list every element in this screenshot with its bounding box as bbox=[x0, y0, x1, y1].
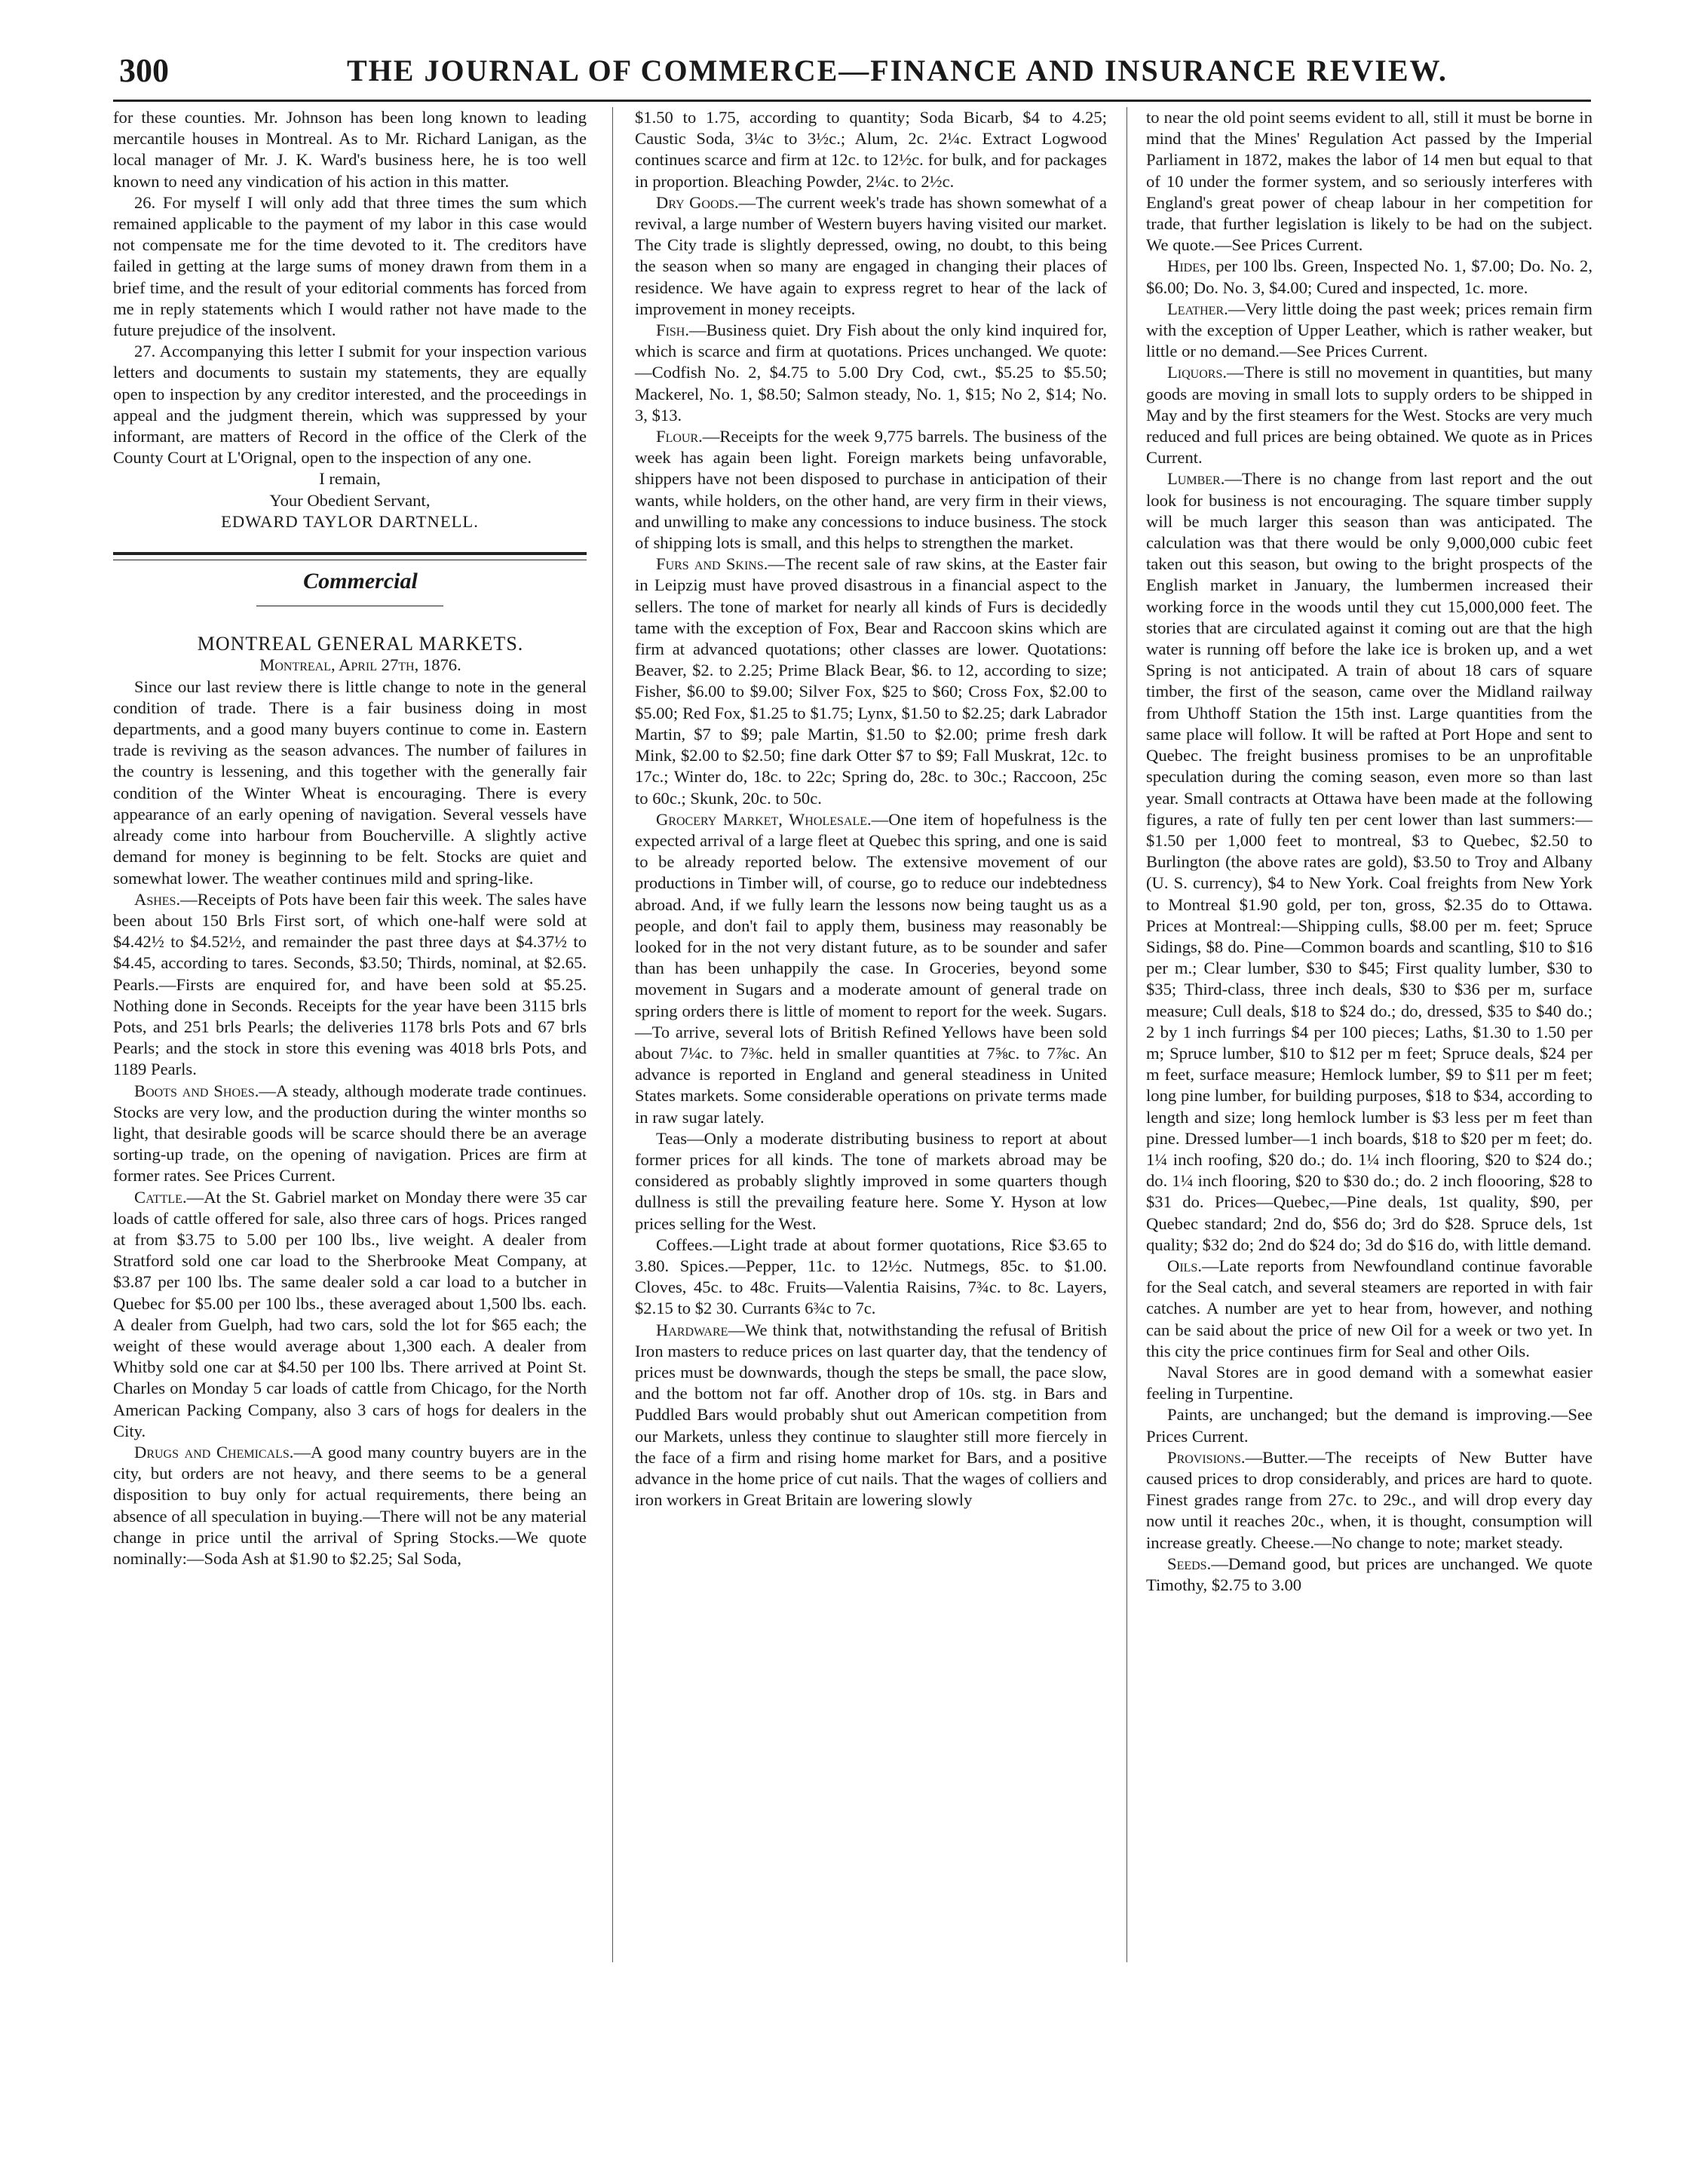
market-provisions bbox=[1146, 1447, 1592, 1554]
column-3 bbox=[1146, 107, 1592, 1596]
market-heading: Flour. bbox=[656, 427, 703, 446]
market-paints: Paints, are unchanged; but the demand is improving.—See Prices Current. bbox=[1146, 1405, 1592, 1446]
market-boots bbox=[113, 1081, 587, 1187]
market-text: —Receipts for the week 9,775 barrels. The business of the week has again been light. Foreign markets being unfavorable, shippers have not been disposed to purchase in anticipation of their wants, while holders, on the other hand, are very firm in their views, and unwilling to make any concessions to induce business. The stock of shipping lots is small, and this helps to strengthen the market. bbox=[635, 427, 1107, 553]
market-naval-stores: Naval Stores are in good demand with a somewhat easier feeling in Turpentine. bbox=[1146, 1362, 1592, 1403]
market-drugs bbox=[113, 1442, 587, 1569]
market-heading: Fish. bbox=[656, 321, 689, 340]
market-heading: Drugs and Chemicals. bbox=[134, 1442, 294, 1462]
market-text: —A steady, although moderate trade continues. Stocks are very low, and the production during the winter months so light, that desirable goods will be scarce should there be an average sorting-up trade, on the opening of navigation. Prices are firm at former rates. See Prices Current. bbox=[113, 1081, 587, 1186]
market-text: —There is no change from last report and the out look for business is not encouraging. The square timber supply will be much larger this season than was anticipated. The calculation was that there would be only 9,000,000 cubic feet taken out this season, but owing to the bright prospects of the English market in January, the lumbermen increased their working force in the woods until they cut 15,000,000 feet. The stories that are circulated against it coming out are that the high water is running off before the lake ice is broken up, and a wet Spring is not anticipated. A train of about 18 cars of square timber, the first of the season, came over the Midland railway from Uhthoff Station the 15th inst. Large quantities from the same place will follow. It will be rafted at Port Hope and sent to Quebec. The freight business promises to be an unprofitable speculation during the coming season, even more so than last year. Small contracts at Ottawa have been made at the following figures, a rate of fully ten per cent lower than last summers:—$1.50 per 1,000 feet to montreal, $3 to Quebec, $2.50 to Burlington (the above rates are gold), $3.50 to Troy and Albany (U. S. currency), $4 to New York. Coal freights from New York to Montreal $1.90 gold, per ton, gross, $2.35 do to Ottawa. Prices at Montreal:—Shipping culls, $8.00 per m. feet; Spruce Sidings, $8 do. Pine—Common boards and scantling, $10 to $16 per m.; Clear lumber, $30 to $45; First quality lumber, $30 to $35; Third-class, three inch deals, $30 to $36 per m, surface measure; Cull deals, $18 to $24 do.; do, dressed, $35 to $40 do.; 2 by 1 inch furrings $4 per 100 pieces; Laths, $1.30 to 1.50 per m; Spruce lumber, $10 to $12 per m feet; Spruce deals, $24 per m feet, surface measure; Hemlock lumber, $9 to $11 per m feet; long pine lumber, for building purposes, $18 to $34, according to length and size; long hemlock lumber is $3 less per m feet than pine. Dressed lumber—1 inch boards, $18 to $20 per m feet; do. 1¼ inch roofing, $20 do.; do. 1¼ inch flooring, $20 to $24 do.; do. 1¼ inch flooring, $20 to $30 do.; do. 2 inch floooring, $28 to $31 do. Prices—Quebec,—Pine deals, 1st quality, $90, per Quebec standard; 2nd do, $56 do; 3rd do $28. Spruce dels, 1st quality; $32 do; 2nd do $24 do; 3d do $16 do, with little demand. bbox=[1146, 469, 1592, 1254]
markets-intro: Since our last review there is little change to note in the general condition of trade. There is a fair business doing in most departments, and a good many buyers continue to come in. Eastern trade is reviving as the season advances. The number of failures in the country is lessening, and this together with the generally fair condition of the Winter Wheat is encouraging. There is every appearance of an early opening of navigation. Several vessels have already come into harbour from Boucherville. A slightly active demand for money is beginning to be felt. Stocks are quiet and somewhat lower. The weather continues mild and spring-like. bbox=[113, 676, 587, 888]
market-text: —There is still no movement in quantities, but many goods are moving in small lots to supply orders to be shipped in May and by the first steamers for the West. Stocks are very much reduced and full prices are being obtained. We quote as in Prices Current. bbox=[1146, 363, 1592, 468]
journal-title: THE JOURNAL OF COMMERCE—FINANCE AND INSURANCE REVIEW. bbox=[347, 54, 1448, 87]
market-heading: Seeds. bbox=[1167, 1554, 1212, 1573]
letter-paragraph-26: 26. For myself I will only add that three times the sum which remained applicable to the payment of my labor in this case would not compensate me for the time devoted to it. The creditors have failed in getting at the large sums of money drawn from them in a brief time, and the result of your editorial comments has forced from me in reply statements which I would rather not have made to the future prejudice of the insolvent. bbox=[113, 192, 587, 340]
hardware-continuation: to near the old point seems evident to all, still it must be borne in mind that the Mines' Regulation Act passed by the Imperial Parliament in 1872, makes the labor of 14 men but equal to that of 10 under the former system, and so seriously interferes with England's great power of cheap labour in her competition for trade, that further legislation is likely to be had on the subject. We quote.—See Prices Current. bbox=[1146, 108, 1592, 255]
market-heading: Hardware bbox=[656, 1320, 728, 1339]
market-heading: Dry Goods. bbox=[656, 192, 739, 212]
market-heading: Ashes. bbox=[134, 889, 181, 909]
section-rule bbox=[113, 552, 587, 560]
market-grocery bbox=[635, 809, 1107, 1128]
market-text: —One item of hopefulness is the expected arrival of a large fleet at Quebec this spring, and one is said to be already reported below. The extensive movement of our productions in Timber will, of course, go to reduce our indebtedness abroad. And, if we fully learn the lessons now being taught us as a people, and don't fail to apply them, business may reasonably be looked for in the not very distant future, as to be sounder and safer than has been unhappily the case. In Groceries, beyond some movement in Sugars and a moderate amount of general trade on spring orders there is little of moment to report for the week. Sugars.—To arrive, several lots of British Refined Yellows have been sold about 7¼c. to 7⅜c. held in smaller quantities at 7⅝c. to 7⅞c. An advance is reported in England and general steadiness in United States markets. Some considerable operations on private terms made in raw sugar lately. bbox=[635, 809, 1107, 1127]
market-heading: Leather. bbox=[1167, 299, 1228, 318]
letter-closing: I remain, bbox=[319, 469, 381, 489]
section-heading: Commercial bbox=[303, 569, 418, 594]
letter-paragraph-27: 27. Accompanying this letter I submit for your inspection various letters and documents to sustain my statements, they are equally open to inspection by any creditor interested, and the proceedings in appeal and the judgment therein, which was suppressed by your informant, are matters of Record in the office of the Clerk of the County Court at L'Orignal, open to the inspection of any one. bbox=[113, 342, 587, 468]
market-heading: Cattle. bbox=[134, 1187, 187, 1207]
page-number: 300 bbox=[119, 52, 169, 89]
market-text: —Receipts of Pots have been fair this week. The sales have been about 150 Brls First sort, of which one-half were sold at $4.42½ to $4.52½, and remainder the past three days at $4.37½ to $4.45, according to tares. Seconds, $3.50; Thirds, nominal, at $2.65. Pearls.—Firsts are enquired for, and have been sold at $5.25. Nothing done in Seconds. Receipts for the year have been 3115 brls Pots, and 251 brls Pearls; the deliveries 1178 brls Pots and 67 brls Pearls; and the stock in store this evening was 4018 brls Pots, and 1189 Pearls. bbox=[113, 889, 587, 1079]
market-dry-goods bbox=[635, 192, 1107, 320]
market-furs bbox=[635, 554, 1107, 808]
market-liquors bbox=[1146, 362, 1592, 468]
column-divider-1 bbox=[612, 107, 613, 1962]
market-cattle bbox=[113, 1187, 587, 1442]
market-fish bbox=[635, 320, 1107, 426]
market-heading: Grocery Market, Wholesale. bbox=[656, 809, 872, 829]
market-text: —At the St. Gabriel market on Monday there were 35 car loads of cattle offered for sale, also three cars of hogs. Prices ranged at from $3.75 to 5.00 per 100 lbs., live weight. A dealer from Stratford sold one car load to the Sherbrooke Meat Company, at $3.87 per 100 lbs. The same dealer sold a car load to a butcher in Quebec for $5.00 per 100 lbs., these averaged about 1,500 lbs. each. A dealer from Guelph, had two cars, sold the lot for $65 each; the weight of these would average about 1,300 each. A dealer from Whitby sold one car at $4.50 per 100 lbs. There arrived at Point St. Charles on Monday 5 car loads of cattle from Chicago, for the North American Packing Company, also 3 cars of hogs for dealers in the City. bbox=[113, 1187, 587, 1440]
market-heading: Hides, bbox=[1167, 256, 1211, 276]
market-text: —Butter.—The receipts of New Butter have caused prices to drop considerably, and prices are hard to quote. Finest grades range from 27c. to 29c., and will drop every day now until it reaches 20c., when, it is thought, consumption will increase greatly. Cheese.—No change to note; market steady. bbox=[1146, 1447, 1592, 1552]
market-heading: Liquors. bbox=[1167, 363, 1228, 382]
markets-title: MONTREAL GENERAL MARKETS. bbox=[197, 633, 524, 655]
market-ashes bbox=[113, 889, 587, 1081]
market-hides bbox=[1146, 256, 1592, 298]
market-text: —Business quiet. Dry Fish about the only kind inquired for, which is scarce and firm at quotations. Prices unchanged. We quote:—Codfish No. 2, $4.75 to 5.00 Dry Cod, cwt., $5.25 to $5.50; Mackerel, No. 1, $8.50; Salmon steady, No. 1, $15; No 2, $14; No. 3, $13. bbox=[635, 321, 1107, 425]
market-coffees: Coffees.—Light trade at about former quotations, Rice $3.65 to 3.80. Spices.—Pepper, 11c. to 12½c. Nutmegs, 85c. to $1.00. Cloves, 45c. to 48c. Fruits—Valentia Raisins, 7¾c. to 8c. Layers, $2.15 to $2 30. Currants 6¾c to 7c. bbox=[635, 1235, 1107, 1318]
market-text: per 100 lbs. Green, Inspected No. 1, $7.00; Do. No. 2, $6.00; Do. No. 3, $4.00; Cured and inspected, 1c. more. bbox=[1146, 256, 1592, 297]
market-heading: Provisions. bbox=[1167, 1447, 1246, 1467]
market-flour bbox=[635, 426, 1107, 554]
header-rule bbox=[113, 100, 1591, 102]
market-heading: Oils. bbox=[1167, 1256, 1202, 1275]
market-leather bbox=[1146, 299, 1592, 363]
market-oils bbox=[1146, 1256, 1592, 1362]
market-hardware bbox=[635, 1320, 1107, 1511]
market-heading: Boots and Shoes. bbox=[134, 1081, 259, 1100]
dateline: Montreal, April 27th, 1876. bbox=[259, 655, 461, 675]
drugs-continuation: $1.50 to 1.75, according to quantity; Soda Bicarb, $4 to 4.25; Caustic Soda, 3¼c to 3½c.; Alum, 2c. 2¼c. Extract Logwood continues scarce and firm at 12c. to 12½c. for bulk, and for packages in proportion. Bleaching Powder, 2¼c. to 2½c. bbox=[635, 108, 1107, 191]
letter-valediction: Your Obedient Servant, bbox=[269, 490, 431, 510]
letter-continuation: for these counties. Mr. Johnson has been long known to leading mercantile houses in Montreal. As to Mr. Richard Lanigan, as the local manager of Mr. J. K. Ward's business here, he is too well known to need any vindication of his action in this matter. bbox=[113, 108, 587, 191]
market-text: —Very little doing the past week; prices remain firm with the exception of Upper Leather, which is rather weaker, but little or no demand.—See Prices Current. bbox=[1146, 299, 1592, 361]
letter-signature: EDWARD TAYLOR DARTNELL. bbox=[221, 511, 479, 531]
market-text: —The recent sale of raw skins, at the Easter fair in Leipzig must have proved disastrous in a financial aspect to the sellers. The tone of market for nearly all kinds of Furs is decidedly tame with the exception of Fox, Bear and Raccoon skins which are firm at advanced quotations; other classes are lower. Quotations: Beaver, $2. to 2.25; Prime Black Bear, $6. to 12, according to size; Fisher, $6.00 to $9.00; Silver Fox, $25 to $60; Cross Fox, $2.00 to $5.00; Red Fox, $1.25 to $1.75; Lynx, $1.50 to $2.25; dark Labrador Martin, $7 to $9; pale Martin, $1.50 to $2.00; prime fresh dark Mink, $2.00 to $2.50; fine dark Otter $7 to $9; Fall Muskrat, 12c. to 17c.; Winter do, 18c. to 22c; Spring do, 28c. to 30c.; Raccoon, 25c to 60c.; Skunk, 20c. to 50c. bbox=[635, 554, 1108, 808]
market-text: —The current week's trade has shown somewhat of a revival, a large number of Western buyers having visited our market. The City trade is slightly depressed, owing, no doubt, to this being the season when so many are engaged in changing their places of residence. We have again to express regret to hear of the lack of improvement in money receipts. bbox=[635, 192, 1107, 318]
market-text: —We think that, notwithstanding the refusal of British Iron masters to reduce prices on last quarter day, that the tendency of prices must be downwards, though the steps be small, the pace slow, and the bottom not far off. Another drop of 10s. stg. in Bars and Puddled Bars would probably shut out American competition from our Markets, unless they continue to slaughter still more fiercely in the face of a firm and rising home market for Bars, and a positive advance in the home price of cut nails. That the wages of colliers and iron workers in Great Britain are lowering slowly bbox=[635, 1320, 1107, 1510]
market-teas: Teas—Only a moderate distributing business to report at about former prices for all kinds. The tone of markets abroad may be considered as probably slightly improved in some quarters though dullness is still the prevailing feature here. Some Y. Hyson at low prices selling for the West. bbox=[635, 1128, 1107, 1233]
market-heading: Furs and Skins. bbox=[656, 554, 768, 574]
market-text: —Demand good, but prices are unchanged. We quote Timothy, $2.75 to 3.00 bbox=[1146, 1554, 1592, 1595]
column-divider-2 bbox=[1126, 107, 1127, 1962]
market-text: —A good many country buyers are in the city, but orders are not heavy, and there seems to be a general disposition to buy only for actual requirements, there being an absence of all speculation in buying.—There will not be any material change in price until the arrival of Spring Stocks.—We quote nominally:—Soda Ash at $1.90 to $2.25; Sal Soda, bbox=[113, 1442, 587, 1568]
market-text: —Late reports from Newfoundland continue favorable for the Seal catch, and several steamers are reported in with fair catches. A number are yet to hear from, however, and nothing can be said about the price of new Oil for a week or two yet. In this city the price continues firm for Seal and other Oils. bbox=[1146, 1256, 1592, 1360]
column-1 bbox=[113, 107, 587, 1569]
page-header bbox=[113, 45, 1583, 98]
column-2 bbox=[635, 107, 1107, 1511]
market-lumber bbox=[1146, 468, 1592, 1256]
market-heading: Lumber. bbox=[1167, 469, 1225, 489]
market-seeds bbox=[1146, 1554, 1592, 1596]
